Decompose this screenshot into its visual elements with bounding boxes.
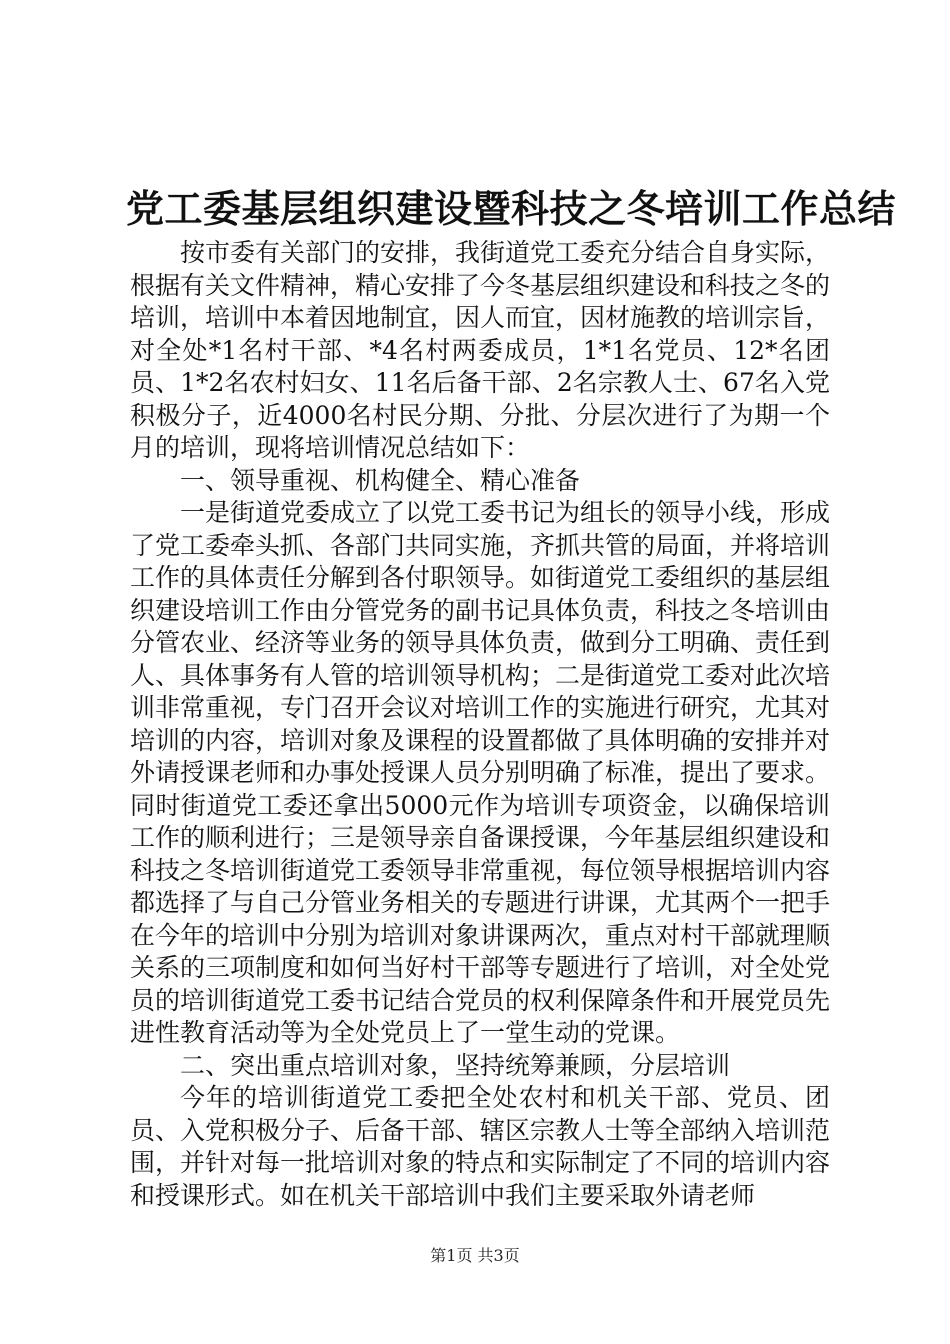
page-number-footer: 第1页 共3页	[430, 1246, 520, 1265]
document-body	[130, 237, 830, 1212]
section-heading-2: 二、突出重点培训对象，坚持统筹兼顾，分层培训	[180, 1050, 731, 1080]
intro-paragraph: 按市委有关部门的安排，我街道党工委充分结合自身实际，根据有关文件精神，精心安排了今冬基层组织建设和科技之冬的培训，培训中本着因地制宜，因人而宜，因材施教的培训宗旨，对全处*1名村干部、*4名村两委成员，1*1名党员、12*名团员、1*2名农村妇女、11名后备干部、2名宗教人士、67名入党积极分子，近4000名村民分期、分批、分层次进行了为期一个月的培训，现将培训情况总结如下：	[130, 238, 831, 462]
section-1-paragraph: 一是街道党委成立了以党工委书记为组长的领导小线，形成了党工委牵头抓、各部门共同实施，齐抓共管的局面，并将培训工作的具体责任分解到各付职领导。如街道党工委组织的基层组织建设培训工作由分管党务的副书记具体负责，科技之冬培训由分管农业、经济等业务的领导具体负责，做到分工明确、责任到人、具体事务有人管的培训领导机构；二是街道党工委对此次培训非常重视，专门召开会议对培训工作的实施进行研究，尤其对培训的内容，培训对象及课程的设置都做了具体明确的安排并对外请授课老师和办事处授课人员分别明确了标准，提出了要求。同时街道党工委还拿出5000元作为培训专项资金，以确保培训工作的顺利进行；三是领导亲自备课授课，今年基层组织建设和科技之冬培训街道党工委领导非常重视，每位领导根据培训内容都选择了与自己分管业务相关的专题进行讲课，尤其两个一把手在今年的培训中分别为培训对象讲课两次，重点对村干部就理顺关系的三项制度和如何当好村干部等专题进行了培训，对全处党员的培训街道党工委书记结合党员的权利保障条件和开展党员先进性教育活动等为全处党员上了一堂生动的党课。	[130, 498, 831, 1047]
document-title: 党工委基层组织建设暨科技之冬培训工作总结	[126, 186, 897, 231]
section-2-paragraph: 今年的培训街道党工委把全处农村和机关干部、党员、团员、入党积极分子、后备干部、辖区宗教人士等全部纳入培训范围，并针对每一批培训对象的特点和实际制定了不同的培训内容和授课形式。如在机关干部培训中我们主要采取外请老师	[130, 1083, 831, 1210]
section-heading-1: 一、领导重视、机构健全、精心准备	[180, 465, 581, 495]
